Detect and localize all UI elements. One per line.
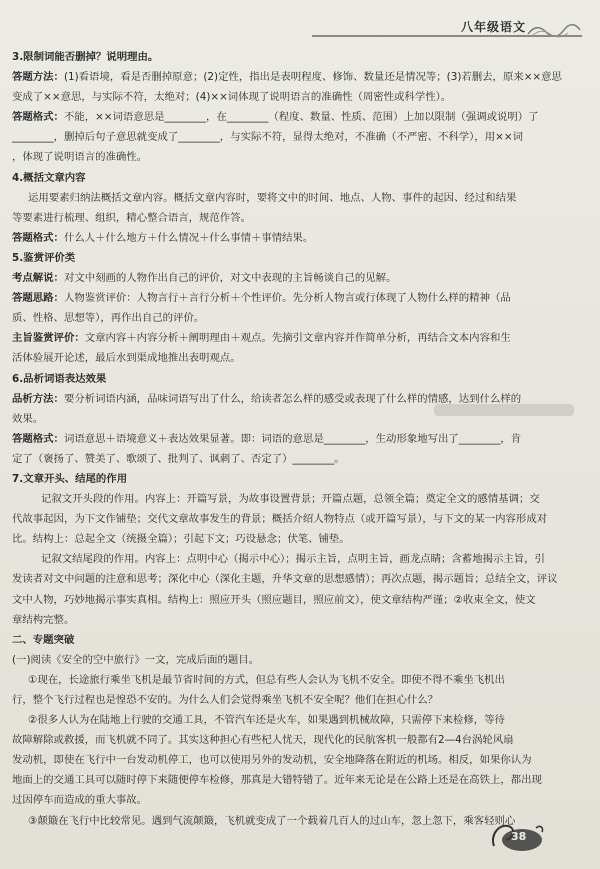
line-text: 变成了××意思，与实际不符，太绝对；(4)××词体现了说明语言的准确性（周密性或科学性）。 — [12, 91, 452, 104]
line-text: 比。结构上：总起全文（统摄全篇）；引起下文；巧设悬念；伏笔、铺垫。 — [12, 533, 350, 546]
text-line — [4, 690, 572, 710]
header-title: 八年级语文 — [460, 20, 526, 34]
line-text: 质、性格、思想等），再作出自己的评价。 — [12, 312, 205, 325]
page-number: 38 — [511, 830, 527, 843]
header-rule — [312, 35, 582, 37]
page-header — [0, 0, 600, 46]
line-text: ________，删掉后句子意思就变成了________，与实际不符，显得太绝对，不准确（不严密、不科学），用××词 — [12, 131, 523, 144]
line-text: 代故事起因，为下文作铺垫；交代文章故事发生的背景；概括介绍人物特点（或开篇写景），与下文的某一内容形成对 — [12, 513, 548, 526]
line-text: 记叙文开头段的作用。内容上：开篇写景，为故事设置背景；开篇点题，总领全篇；奠定全文的感情基调；交 — [41, 493, 540, 506]
line-text: 行，整个飞行过程也是惶恐不安的。为什么人们会觉得乘坐飞机不安全呢？他们在担心什么？ — [12, 694, 439, 706]
line-text: 发动机，即使在飞行中一台发动机停工，也可以使用另外的发动机，安全地降落在附近的机场。相反，如果你认为 — [12, 754, 532, 767]
text-line — [4, 127, 572, 147]
text-line — [4, 208, 572, 228]
line-label: 答题格式： — [12, 231, 64, 244]
line-label: 答题格式： — [12, 432, 64, 445]
text-line — [4, 268, 572, 288]
line-text: 地面上的交通工具可以随时停下来随便停车检修，那真是大错特错了。近年来无论是在公路上还是在高铁上，都出现 — [12, 774, 542, 787]
line-text: 记叙文结尾段的作用。内容上：点明中心（揭示中心）；揭示主旨，点明主旨，画龙点睛；含蓄地揭示主旨，引 — [41, 553, 545, 566]
line-text: ③颠簸在飞行中比较常见。遇到气流颠簸，飞机就变成了一个载着几百人的过山车，忽上忽下，乘客轻则心 — [28, 814, 516, 827]
line-text: 等要素进行梳理、组织，精心整合语言，规范作答。 — [12, 211, 251, 224]
line-text: 运用要素归纳法概括文章内容。概括文章内容时，要将文中的时间、地点、人物、事件的起因、经过和结果 — [28, 191, 517, 204]
line-text: 词语意思＋语境意义＋表达效果显著。即：词语的意思是________，生动形象地写出了________，肯 — [63, 432, 522, 445]
line-text: 文中人物，巧妙地揭示事实真相。结构上：照应开头（照应题目，照应前文），使文章结构严谨；②收束全文，使文 — [12, 593, 536, 606]
text-line — [4, 288, 572, 308]
line-text: 定了（褒扬了、赞美了、歌颂了、批判了、讽刺了、否定了）________。 — [12, 452, 345, 465]
line-text: 要分析词语内涵，品味词语写出了什么，给读者怎么样的感受或表现了什么样的情感，达到什么样的 — [63, 392, 522, 405]
line-text: 人物鉴赏评价：人物言行＋言行分析＋个性评价。先分析人物言或行体现了人物什么样的精神（品 — [63, 292, 511, 305]
line-label: 品析方法： — [12, 392, 64, 405]
line-text: 5.鉴赏评价类 — [12, 251, 76, 264]
text-line — [4, 449, 572, 469]
line-text: 二、专题突破 — [12, 633, 75, 646]
text-line — [4, 630, 572, 650]
line-label: 答题思路： — [12, 292, 64, 305]
line-label: 考点解说： — [12, 272, 64, 285]
line-text: 对文中刻画的人物作出自己的评价，对文中表现的主旨畅谈自己的见解。 — [63, 272, 397, 285]
text-line — [4, 168, 572, 188]
text-line — [4, 730, 572, 750]
text-line — [4, 750, 572, 770]
line-text: 章结构完整。 — [12, 613, 75, 626]
text-line — [4, 308, 572, 328]
text-line — [4, 389, 572, 409]
text-line — [4, 67, 572, 87]
text-line — [4, 409, 572, 429]
text-line — [4, 369, 572, 389]
text-line — [4, 770, 572, 790]
text-line — [4, 790, 572, 810]
line-text: 效果。 — [12, 412, 44, 425]
line-text: (一)阅读《安全的空中旅行》一文，完成后面的题目。 — [12, 653, 260, 666]
line-text: 什么人＋什么地方＋什么情况＋什么事情＋事情结果。 — [63, 231, 314, 244]
text-line — [4, 569, 572, 589]
text-line — [4, 650, 572, 670]
text-line — [4, 549, 572, 569]
text-line — [4, 47, 572, 67]
text-line — [4, 107, 572, 127]
line-text: 3.限制词能否删掉？说明理由。 — [12, 51, 159, 63]
line-text: 过因停车而造成的重大事故。 — [12, 794, 148, 807]
line-text: 6.品析词语表达效果 — [12, 372, 107, 385]
line-label: 主旨鉴赏评价： — [12, 332, 85, 345]
text-line — [4, 670, 572, 690]
text-line — [4, 489, 572, 509]
text-line — [4, 429, 572, 449]
text-line — [4, 328, 572, 348]
text-line — [4, 87, 572, 107]
line-text: 文章内容＋内容分析＋阐明理由＋观点。先摘引文章内容并作简单分析，再结合文本内容和生 — [84, 332, 511, 345]
line-text: 故障解除或救援，而飞机就不同了。其实这种担心有些杞人忧天，现代化的民航客机一般都有2—4台涡轮风扇 — [12, 734, 514, 747]
document-body — [4, 47, 572, 831]
line-text: ①现在，长途旅行乘坐飞机是最节省时间的方式，但总有些人会认为飞机不安全。即使不得不乘坐飞机出 — [28, 673, 505, 686]
text-line — [4, 348, 572, 368]
line-label: 答题方法： — [12, 71, 64, 84]
line-text: 4.概括文章内容 — [12, 171, 86, 184]
text-line — [4, 509, 572, 529]
text-line — [4, 469, 572, 489]
line-text: ②很多人认为在陆地上行驶的交通工具，不管汽车还是火车，如果遇到机械故障，只需停下来检修，等待 — [28, 714, 505, 727]
text-line — [4, 529, 572, 549]
text-line — [4, 248, 572, 268]
text-line — [4, 188, 572, 208]
text-line — [4, 147, 572, 167]
text-line — [4, 228, 572, 248]
line-text: 活体验展开论述，最后水到渠成地推出表明观点。 — [12, 352, 241, 365]
line-text: 不能，××词语意思是________，在________（程度、数量、性质、范围）上加以限制（强调或说明）了 — [63, 111, 539, 124]
text-line — [4, 710, 572, 730]
text-line — [4, 590, 572, 610]
line-text: (1)看语境，看是否删掉原意；(2)定性，指出是表明程度、修饰、数量还是情况等；(3)若删去，原来××意思 — [63, 71, 562, 84]
line-text: ，体现了说明语言的准确性。 — [12, 151, 148, 164]
line-text: 7.文章开头、结尾的作用 — [12, 472, 128, 485]
line-label: 答题格式： — [12, 111, 64, 124]
line-text: 发读者对文中问题的注意和思考；深化中心（深化主题，升华文章的思想感情）；再次点题，揭示题旨；总结全文，评议 — [12, 573, 558, 586]
text-line — [4, 610, 572, 630]
